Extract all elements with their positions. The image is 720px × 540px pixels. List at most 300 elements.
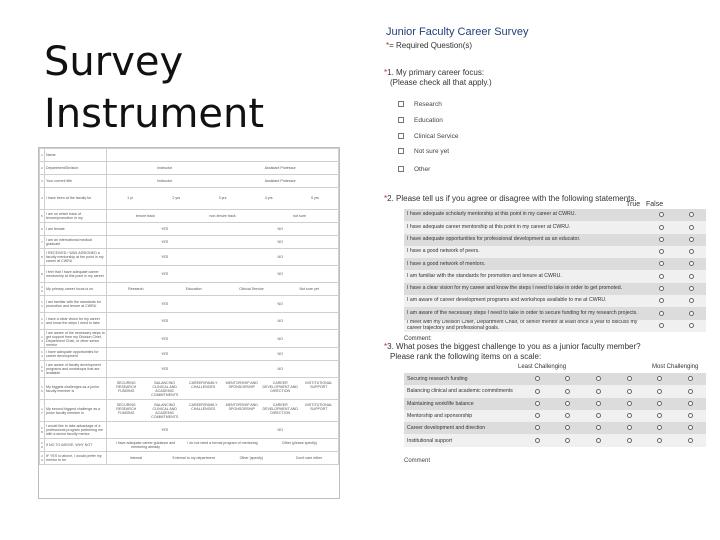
answer-option: 4 yrs (264, 196, 273, 201)
rank-cell (614, 422, 645, 434)
q2-comment-label: Comment: (404, 336, 432, 342)
false-cell (676, 295, 706, 307)
ranking-table (404, 373, 706, 447)
questionnaire-row (40, 422, 339, 439)
question-number: 10 (40, 283, 45, 296)
required-note-text: = Required Question(s) (389, 41, 473, 50)
true-radio[interactable] (659, 212, 664, 217)
answer-option: MENTORSHIP AND SPONSORSHIP (225, 380, 258, 389)
false-radio[interactable] (689, 237, 694, 242)
false-cell (676, 320, 706, 332)
answer-options-row (108, 319, 337, 323)
statement-text: I meet with my Division Chief, Department Chair, or senior mentor at least once a year to discuss my career trajectory and professional goals. (404, 320, 646, 332)
question-text: I have a clear vision for my career and know the steps I need to take (45, 313, 107, 330)
true-radio[interactable] (659, 286, 664, 291)
false-radio[interactable] (689, 212, 694, 217)
true-radio[interactable] (659, 225, 664, 230)
answer-option: NO (277, 254, 283, 259)
true-radio[interactable] (659, 249, 664, 254)
questionnaire-row (40, 313, 339, 330)
slide-title: Survey Instrument (44, 39, 265, 137)
rank-radio[interactable] (627, 376, 632, 381)
checkbox[interactable] (398, 148, 404, 154)
rank-cell (645, 422, 676, 434)
rank-radio[interactable] (627, 425, 632, 430)
rank-cell (583, 422, 614, 434)
question-text: IF YES to above, I would prefer my mentor to be (45, 452, 107, 465)
answer-option: SECURING RESEARCH FUNDING (116, 380, 137, 393)
checkbox[interactable] (398, 117, 404, 123)
questionnaire-document (38, 147, 340, 499)
true-cell (646, 283, 676, 295)
answer-option: BALANCING CLINICAL AND ACADEMIC COMMITMENTS (151, 402, 179, 419)
question-number: 8 (40, 249, 45, 266)
answer-options (107, 188, 339, 210)
answer-options-row (108, 428, 337, 432)
answer-option: NO (277, 271, 283, 276)
false-radio[interactable] (689, 249, 694, 254)
question-1-hint: (Please check all that apply.) (390, 77, 492, 87)
statement-row (404, 246, 706, 258)
statement-row (404, 209, 706, 221)
rank-cell (553, 434, 584, 446)
false-cell (676, 209, 706, 221)
question-3-hint: Please rank the following items on a scale: (390, 351, 542, 361)
question-text: I am familiar with the standards for promotion and tenure at CWRU (45, 296, 107, 313)
statement-text: I have adequate career mentorship at this point in my career at CWRU. (404, 221, 646, 233)
questionnaire-table (39, 148, 339, 465)
answer-option: Education (185, 286, 202, 291)
rank-cell (583, 434, 614, 446)
answer-option: Don't care either (295, 456, 323, 461)
questionnaire-row (40, 210, 339, 223)
rank-cell (675, 434, 706, 446)
answer-options (107, 361, 339, 378)
questionnaire-row (40, 361, 339, 378)
answer-option: YES (161, 428, 169, 433)
true-cell (646, 234, 676, 246)
answer-options-row (108, 196, 337, 200)
false-radio[interactable] (689, 323, 694, 328)
survey-title: Junior Faculty Career Survey (386, 26, 529, 38)
false-radio[interactable] (689, 274, 694, 279)
statement-text: I am familiar with the standards for promotion and tenure at CWRU. (404, 270, 646, 282)
answer-options-row (108, 337, 337, 341)
checkbox[interactable] (398, 101, 404, 107)
answer-option: non-tenure track (209, 213, 236, 218)
answer-option: External to my department (172, 456, 215, 461)
answer-options-row (108, 214, 337, 218)
rank-radio[interactable] (535, 376, 540, 381)
answer-option: YES (161, 226, 169, 231)
q3-comment-label: Comment (404, 458, 431, 464)
false-cell (676, 246, 706, 258)
question-text: I am an international medical graduate (45, 236, 107, 249)
answer-option: Assistant Professor (264, 165, 296, 170)
q1-option-other[interactable] (398, 164, 430, 174)
rank-cell (614, 373, 645, 385)
question-1-heading (384, 68, 492, 87)
rank-radio[interactable] (627, 389, 632, 394)
question-number: 19 (40, 439, 45, 452)
ranking-item: Institutional support (404, 434, 522, 446)
false-radio[interactable] (689, 261, 694, 266)
answer-options-row (108, 456, 337, 460)
question-number: 3 (40, 175, 45, 188)
rank-radio[interactable] (688, 413, 693, 418)
question-2-heading (384, 194, 637, 204)
answer-option: Instructor (157, 165, 173, 170)
rank-cell (553, 410, 584, 422)
question-text: I feel that I have adequate career mentorship at this point in my career (45, 266, 107, 283)
agree-disagree-table (404, 209, 706, 332)
rank-radio[interactable] (596, 376, 601, 381)
true-cell (646, 221, 676, 233)
question-number: 16 (40, 378, 45, 400)
rank-radio[interactable] (565, 389, 570, 394)
question-number: 14 (40, 348, 45, 361)
question-number: 20 (40, 452, 45, 465)
true-radio[interactable] (659, 311, 664, 316)
answer-option: 5 yrs (311, 196, 319, 201)
answer-options-row (108, 441, 337, 449)
rank-radio[interactable] (535, 389, 540, 394)
rank-radio[interactable] (627, 438, 632, 443)
answer-option: YES (161, 318, 169, 323)
rank-cell (522, 422, 553, 434)
false-cell (676, 221, 706, 233)
rank-radio[interactable] (657, 376, 662, 381)
question-text: My primary career focus is on (45, 283, 107, 296)
answer-option: Research (128, 286, 144, 291)
question-number: 12 (40, 313, 45, 330)
question-number: 7 (40, 236, 45, 249)
answer-options-row (108, 179, 337, 183)
answer-options (107, 283, 339, 296)
rank-cell (522, 434, 553, 446)
rank-cell (553, 422, 584, 434)
answer-options (107, 223, 339, 236)
rank-radio[interactable] (596, 389, 601, 394)
option-label: Research (414, 100, 442, 108)
questionnaire-row (40, 330, 339, 348)
answer-options-row (108, 287, 337, 291)
answer-option: Not sure yet (299, 286, 319, 291)
questionnaire-row (40, 266, 339, 283)
rank-radio[interactable] (535, 425, 540, 430)
rank-cell (522, 410, 553, 422)
answer-options-row (108, 255, 337, 259)
false-radio[interactable] (689, 225, 694, 230)
answer-option: Assistant Professor (264, 178, 296, 183)
answer-option: YES (161, 254, 169, 259)
least-challenging-label: Least Challenging (518, 364, 567, 370)
answer-option: YES (161, 352, 169, 357)
ranking-item: Mentorship and sponsorship (404, 410, 522, 422)
answer-options-row (108, 302, 337, 306)
questionnaire-row (40, 296, 339, 313)
rank-radio[interactable] (657, 438, 662, 443)
rank-radio[interactable] (565, 438, 570, 443)
rank-radio[interactable] (657, 425, 662, 430)
true-cell (646, 307, 676, 319)
question-2-text: 2. Please tell us if you agree or disagree with the following statements. (387, 194, 637, 203)
required-note (386, 41, 472, 50)
answer-option: I have adequate career guidance and mentoring already (115, 441, 176, 450)
rank-radio[interactable] (565, 376, 570, 381)
answer-options-row (108, 227, 337, 231)
checkbox[interactable] (398, 166, 404, 172)
false-cell (676, 307, 706, 319)
question-number: 15 (40, 361, 45, 378)
false-cell (676, 234, 706, 246)
answer-option: NO (277, 239, 283, 244)
true-radio[interactable] (659, 261, 664, 266)
answer-options (107, 330, 339, 348)
rank-cell (614, 410, 645, 422)
question-text: Your current title (45, 175, 107, 188)
questionnaire-row (40, 439, 339, 452)
answer-options (107, 249, 339, 266)
answer-options (107, 210, 339, 223)
rank-cell (553, 373, 584, 385)
q1-option-research[interactable] (398, 99, 442, 109)
answer-option: INSTITUTIONAL SUPPORT (305, 402, 333, 411)
rank-radio[interactable] (627, 401, 632, 406)
answer-option: 3 yrs (218, 196, 227, 201)
answer-options (107, 296, 339, 313)
q1-option-not-sure[interactable] (398, 146, 449, 156)
answer-options (107, 348, 339, 361)
question-number: 2 (40, 162, 45, 175)
rank-radio[interactable] (596, 413, 601, 418)
false-radio[interactable] (689, 298, 694, 303)
ranking-row (404, 422, 706, 434)
rank-radio[interactable] (535, 401, 540, 406)
rank-radio[interactable] (565, 425, 570, 430)
answer-options-row (108, 272, 337, 276)
question-text: I would like to take advantage of a professional program partnering me with a senior faculty mentor (45, 422, 107, 439)
question-3-text: 3. What poses the biggest challenge to you as a junior faculty member? (387, 342, 641, 351)
question-number: 1 (40, 149, 45, 162)
rank-cell (583, 410, 614, 422)
question-3-heading (384, 342, 641, 361)
rank-cell (645, 398, 676, 410)
statement-row (404, 307, 706, 319)
answer-options (107, 149, 339, 162)
statement-row (404, 221, 706, 233)
required-star: * (386, 41, 390, 50)
answer-options-row (108, 403, 337, 419)
rank-radio[interactable] (688, 389, 693, 394)
rank-cell (614, 398, 645, 410)
questionnaire-row (40, 452, 339, 465)
rank-radio[interactable] (565, 401, 570, 406)
q1-option-clinical[interactable] (398, 131, 458, 141)
answer-option: Clinical Service (239, 286, 264, 291)
false-cell (676, 283, 706, 295)
rank-radio[interactable] (657, 401, 662, 406)
false-column-header: False (646, 201, 664, 208)
statement-row (404, 320, 706, 332)
question-text: I RECEIVED / WAS ASSIGNED a faculty mentorship at the point in my career at CWRU (45, 249, 107, 266)
true-radio[interactable] (659, 323, 664, 328)
statement-row (404, 283, 706, 295)
questionnaire-row (40, 188, 339, 210)
statement-text: I have a clear vision for my career and know the steps I need to take in order to get promoted. (404, 283, 646, 295)
question-text: I am aware of the necessary steps to get support from my Division Chief, Department Chair, or other senior mentor (46, 330, 105, 347)
rank-radio[interactable] (535, 438, 540, 443)
question-text: If NO TO ABOVE, WHY NOT (45, 439, 107, 452)
answer-options-row (108, 166, 337, 170)
answer-options (107, 313, 339, 330)
true-cell (646, 270, 676, 282)
answer-options (107, 162, 339, 175)
questionnaire-row (40, 223, 339, 236)
checkbox[interactable] (398, 133, 404, 139)
questionnaire-row (40, 348, 339, 361)
answer-option: NO (277, 352, 283, 357)
statement-text: I have a good network of peers. (404, 246, 646, 258)
questionnaire-row (40, 378, 339, 400)
questionnaire-row (40, 149, 339, 162)
rank-cell (522, 398, 553, 410)
answer-options (107, 439, 339, 452)
rank-cell (645, 373, 676, 385)
ranking-item: Maintaining work/life balance (404, 398, 522, 410)
rank-radio[interactable] (627, 413, 632, 418)
question-text: My second biggest challenge as a junior faculty member is (45, 400, 107, 422)
answer-option: YES (161, 301, 169, 306)
statement-row (404, 234, 706, 246)
most-challenging-label: Most Challenging (652, 364, 699, 370)
statement-text: I have a good network of mentors. (404, 258, 646, 270)
question-number: 17 (40, 400, 45, 422)
answer-option: Internal (129, 456, 142, 461)
answer-option: YES (161, 367, 169, 372)
rank-radio[interactable] (688, 438, 693, 443)
answer-option: SECURING RESEARCH FUNDING (116, 402, 137, 415)
answer-option: YES (161, 271, 169, 276)
answer-options (107, 175, 339, 188)
ranking-row (404, 373, 706, 385)
answer-option: not sure (293, 213, 306, 218)
ranking-row (404, 385, 706, 397)
q1-option-education[interactable] (398, 115, 443, 125)
answer-option: MENTORSHIP AND SPONSORSHIP (225, 402, 258, 411)
answer-option: NO (277, 428, 283, 433)
true-cell (646, 209, 676, 221)
question-number: 13 (40, 330, 45, 348)
answer-options-row (108, 240, 337, 244)
ranking-row (404, 410, 706, 422)
question-text: Department/Division (45, 162, 107, 175)
false-cell (676, 258, 706, 270)
answer-option: NO (277, 301, 283, 306)
statement-row (404, 295, 706, 307)
rank-radio[interactable] (535, 413, 540, 418)
rank-cell (675, 410, 706, 422)
ranking-row (404, 434, 706, 446)
required-star: * (384, 68, 388, 77)
true-cell (646, 258, 676, 270)
answer-option: NO (277, 226, 283, 231)
questionnaire-row (40, 162, 339, 175)
answer-option: YES (161, 336, 169, 341)
rank-cell (522, 373, 553, 385)
answer-option: CAREER/FAMILY CHALLENGES (189, 402, 218, 411)
rank-radio[interactable] (596, 425, 601, 430)
question-number: 9 (40, 266, 45, 283)
answer-options (107, 452, 339, 465)
answer-option: INSTITUTIONAL SUPPORT (305, 380, 333, 389)
question-number: 11 (40, 296, 45, 313)
rank-radio[interactable] (688, 376, 693, 381)
question-number: 5 (40, 210, 45, 223)
rank-cell (675, 398, 706, 410)
answer-options (107, 266, 339, 283)
true-cell (646, 246, 676, 258)
questionnaire-row (40, 400, 339, 422)
true-cell (646, 295, 676, 307)
answer-option: Other (specify) (239, 456, 264, 461)
answer-option: NO (277, 336, 283, 341)
questionnaire-row (40, 236, 339, 249)
answer-option: tenure track (136, 213, 155, 218)
rank-radio[interactable] (688, 401, 693, 406)
rank-cell (553, 398, 584, 410)
option-label: Clinical Service (414, 132, 459, 140)
answer-option: I do not need a formal program of mentoring (187, 441, 258, 446)
rank-cell (675, 385, 706, 397)
rank-cell (645, 410, 676, 422)
rank-radio[interactable] (596, 438, 601, 443)
true-radio[interactable] (659, 298, 664, 303)
questionnaire-row (40, 249, 339, 266)
ranking-item: Balancing clinical and academic commitments (404, 385, 522, 397)
rank-cell (583, 373, 614, 385)
answer-option: NO (277, 318, 283, 323)
answer-option: YES (161, 239, 169, 244)
rank-radio[interactable] (688, 425, 693, 430)
answer-options-row (108, 381, 337, 397)
online-survey (368, 22, 712, 540)
questionnaire-row (40, 175, 339, 188)
false-cell (676, 270, 706, 282)
question-text: I am aware of faculty development programs and workshops that are available (45, 361, 107, 378)
rank-radio[interactable] (596, 401, 601, 406)
false-radio[interactable] (689, 311, 694, 316)
rank-radio[interactable] (565, 413, 570, 418)
option-label: Not sure yet (414, 147, 450, 155)
rank-cell (645, 385, 676, 397)
false-radio[interactable] (689, 286, 694, 291)
rank-radio[interactable] (657, 389, 662, 394)
true-radio[interactable] (659, 274, 664, 279)
rank-cell (522, 385, 553, 397)
true-column-header: True (626, 201, 641, 208)
true-cell (646, 320, 676, 332)
rank-cell (614, 385, 645, 397)
questionnaire-row (40, 283, 339, 296)
question-number: 18 (40, 422, 45, 439)
true-radio[interactable] (659, 237, 664, 242)
question-text: I am on which track of tenure/promotion in my (45, 210, 107, 223)
question-text: I have been at the faculty for (45, 188, 107, 210)
statement-text: I have adequate opportunities for professional development as an educator. (404, 234, 646, 246)
rank-radio[interactable] (657, 413, 662, 418)
ranking-item: Securing research funding (404, 373, 522, 385)
